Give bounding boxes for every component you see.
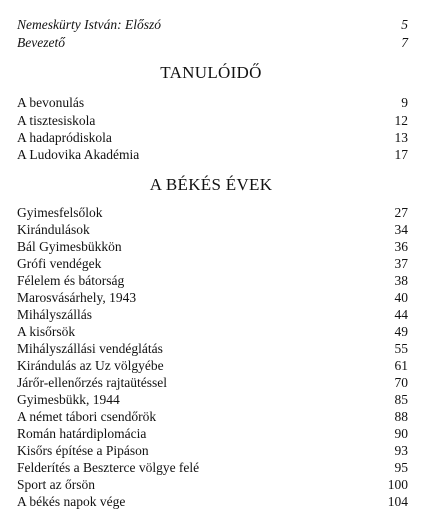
toc-entry-title: Román határdiplomácia: [17, 426, 147, 441]
toc-entry: [17, 426, 408, 442]
toc-entry-page: 36: [394, 239, 408, 254]
toc-entry: [17, 273, 408, 289]
toc-entry-title: Gyimesbükk, 1944: [17, 392, 120, 407]
toc-entry-title: Kirándulások: [17, 222, 90, 237]
toc-entry-page: 40: [394, 290, 408, 305]
toc-entry-page: 70: [394, 375, 408, 390]
toc-entry-title: A kisőrsök: [17, 324, 76, 339]
toc-entry-page: 49: [394, 324, 408, 339]
toc-entry-page: 12: [394, 113, 408, 128]
toc-entry-page: 7: [401, 35, 408, 50]
toc-entry: [17, 113, 408, 129]
toc-entry-page: 90: [394, 426, 408, 441]
toc-entry: [17, 205, 408, 221]
toc-entry-page: 13: [394, 130, 408, 145]
toc-entry-page: 17: [394, 147, 408, 162]
toc-entry-title: Mihályszállás: [17, 307, 92, 322]
toc-entry: [17, 358, 408, 374]
toc-entry: [17, 256, 408, 272]
toc-entry-title: Mihályszállási vendéglátás: [17, 341, 163, 356]
toc-entry: [17, 307, 408, 323]
toc-entry-page: 88: [394, 409, 408, 424]
toc-entry-title: A Ludovika Akadémia: [17, 147, 140, 162]
toc-entry: [17, 409, 408, 425]
toc-entry-title: Járőr-ellenőrzés rajtaütéssel: [17, 375, 168, 390]
toc-entry-title: Félelem és bátorság: [17, 273, 125, 288]
toc-entry: [17, 375, 408, 391]
toc-entry-title: Kisőrs építése a Pipáson: [17, 443, 149, 458]
toc-entry-foreword: [17, 17, 408, 33]
toc-entry: [17, 222, 408, 238]
toc-entry: [17, 95, 408, 111]
toc-entry-page: 100: [387, 477, 408, 492]
toc-entry-page: 38: [394, 273, 408, 288]
toc-entry-title: Marosvásárhely, 1943: [17, 290, 137, 305]
toc-entry-page: 104: [387, 494, 408, 509]
toc-entry-title: A bevonulás: [17, 95, 85, 110]
toc-entry-page: 93: [394, 443, 408, 458]
toc-entry: [17, 477, 408, 493]
toc-entry-title: A hadapródiskola: [17, 130, 112, 145]
toc-entry-page: 61: [394, 358, 408, 373]
toc-entry-title: Nemeskürty István: Előszó: [17, 17, 161, 32]
section-heading-bekes-evek: A BÉKÉS ÉVEK: [149, 175, 273, 194]
toc-entry: [17, 392, 408, 408]
toc-entry-title: A tisztesiskola: [17, 113, 96, 128]
toc-entry-page: 85: [394, 392, 408, 407]
toc-entry-title: Sport az őrsön: [17, 477, 95, 492]
toc-entry: [17, 147, 408, 163]
toc-entry-title: Felderítés a Beszterce völgye felé: [17, 460, 200, 475]
toc-entry-title: A békés napok vége: [17, 494, 126, 509]
toc-entry-page: 34: [394, 222, 408, 237]
toc-entry-page: 37: [394, 256, 408, 271]
toc-entry-title: Bevezető: [17, 35, 65, 50]
toc-entry: [17, 290, 408, 306]
toc-entry-page: 95: [394, 460, 408, 475]
toc-entry: [17, 460, 408, 476]
toc-entry-title: Gyimesfelsőlok: [17, 205, 103, 220]
toc-entry: [17, 130, 408, 146]
toc-entry-title: Kirándulás az Uz völgyébe: [17, 358, 164, 373]
toc-entry-title: Grófi vendégek: [17, 256, 102, 271]
toc-entry-page: 9: [401, 95, 408, 110]
toc-entry: [17, 239, 408, 255]
section-heading-tanuloido: TANULÓIDŐ: [160, 63, 262, 82]
toc-entry-title: A német tábori csendőrök: [17, 409, 157, 424]
toc-entry-introduction: [17, 35, 408, 51]
toc-entry: [17, 341, 408, 357]
toc-entry-page: 55: [394, 341, 408, 356]
toc-entry: [17, 324, 408, 340]
toc-entry-page: 44: [394, 307, 408, 322]
toc-entry-page: 5: [401, 17, 408, 32]
toc-entry: [17, 443, 408, 459]
toc-entry: [17, 494, 408, 510]
toc-entry-page: 27: [394, 205, 408, 220]
toc-entry-title: Bál Gyimesbükkön: [17, 239, 122, 254]
